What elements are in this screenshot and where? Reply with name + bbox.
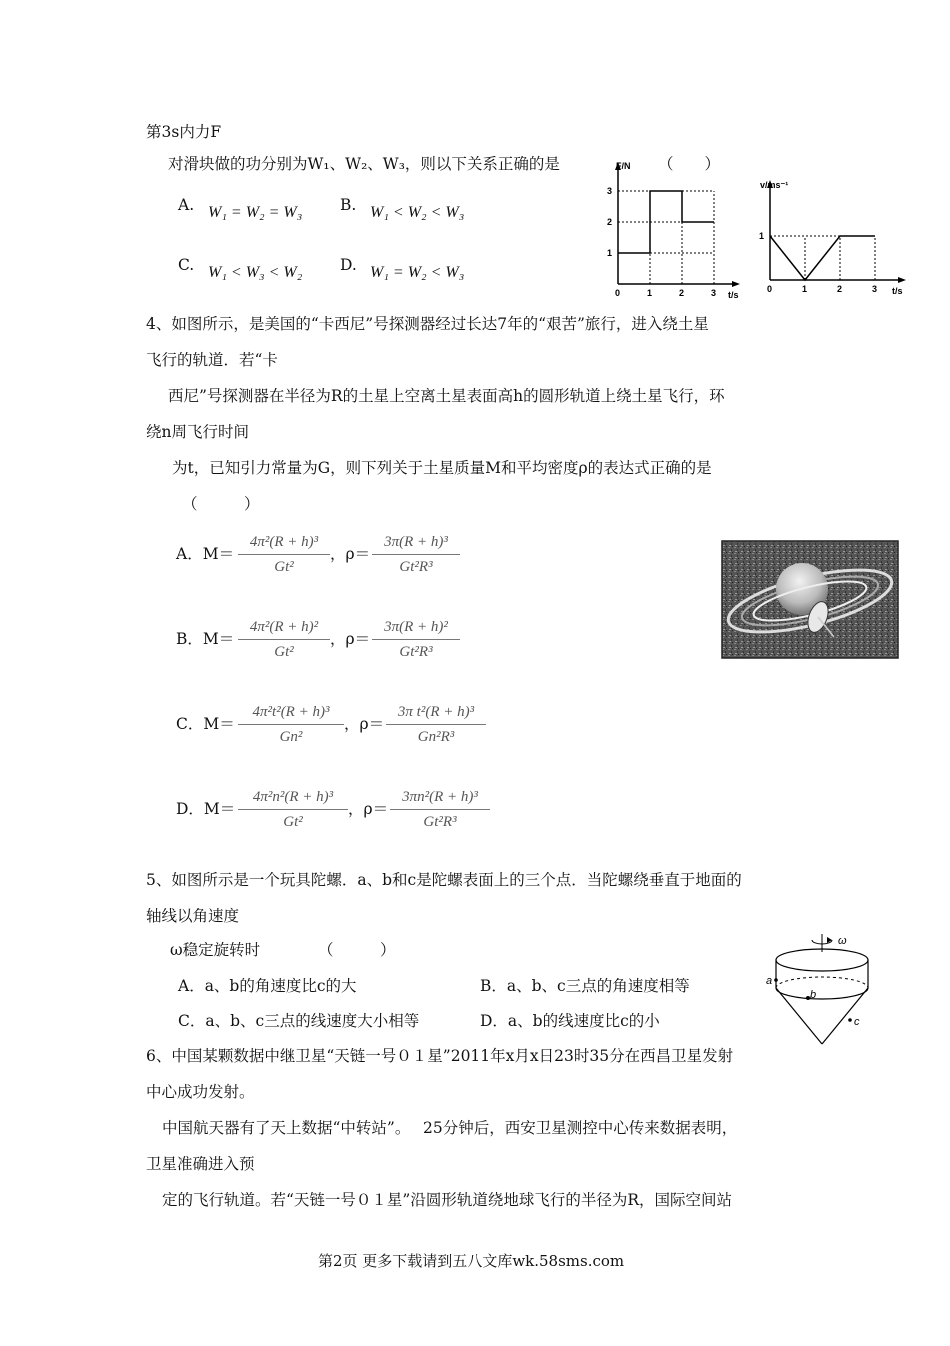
fraction-denominator: Gt²: [283, 814, 303, 830]
q3-option-c: W₁ < W₃ < W₂: [208, 264, 303, 281]
force-y-tick-label: 2: [607, 217, 613, 227]
q5-option-b: B．a、b、c三点的角速度相等: [480, 977, 690, 995]
q4-line1: 4、如图所示，是美国的“卡西尼”号探测器经过长达7年的“艰苦”旅行，进入绕土星: [146, 315, 709, 333]
q6-line4: 卫星准确进入预: [146, 1155, 255, 1173]
point-b-label: b: [810, 989, 817, 1001]
q4-rho-label: ，ρ＝: [330, 630, 371, 648]
page-footer: 第2页 更多下载请到五八文库wk.58sms.com: [318, 1252, 625, 1270]
q3-option-b-label: B.: [340, 196, 357, 214]
q3-option-d: W₁ = W₂ < W₃: [370, 264, 465, 281]
q4-line2: 飞行的轨道．若“卡: [146, 351, 278, 369]
q4-mass-fraction: [238, 534, 330, 576]
q4-density-fraction: [372, 619, 460, 661]
q3-option-c-label: C.: [178, 256, 195, 274]
q5-line3: ω稳定旋转时: [170, 941, 261, 959]
force-x-tick-label: 0: [615, 288, 621, 298]
q4-density-fraction: [390, 789, 490, 831]
q4-line3: 西尼”号探测器在半径为R的土星上空离土星表面高h的圆形轨道上绕土星飞行，环: [168, 387, 725, 405]
q6-line3: 中国航天器有了天上数据“中转站”。 25分钟后，西安卫星测控中心传来数据表明，: [162, 1119, 738, 1137]
q3-option-a-label: A.: [178, 196, 195, 214]
q4-line5: 为t，已知引力常量为G，则下列关于土星质量M和平均密度ρ的表达式正确的是: [172, 459, 712, 477]
q5-option-d: D．a、b的线速度比c的小: [480, 1012, 660, 1030]
fraction-numerator: 4π²(R + h)²: [238, 619, 330, 640]
omega-label: ω: [838, 935, 847, 947]
force-time-graph: [600, 158, 740, 300]
fraction-denominator: Gt²: [274, 644, 294, 660]
fraction-denominator: Gn²: [279, 729, 303, 745]
vel-x-tick-label: 1: [802, 284, 808, 294]
q6-line5: 定的飞行轨道。若“天链一号０１星”沿圆形轨道绕地球飞行的半径为R，国际空间站: [162, 1191, 733, 1209]
q4-paren: （ ）: [182, 495, 260, 513]
q3-option-d-label: D.: [340, 256, 357, 274]
q3-option-b: W₁ < W₂ < W₃: [370, 204, 465, 221]
vel-x-tick-label: 0: [767, 284, 773, 294]
fraction-denominator: Gt²R³: [399, 644, 433, 660]
fraction-numerator: 3πn²(R + h)³: [390, 789, 490, 810]
vel-x-tick-label: 3: [872, 284, 878, 294]
q4-option-label: C．M＝: [176, 715, 235, 733]
point-a-label: a: [766, 975, 773, 987]
force-y-tick-label: 3: [607, 186, 613, 196]
q4-option-label: B．M＝: [176, 630, 235, 648]
velocity-y-label: v/ms⁻¹: [760, 180, 789, 190]
vel-x-tick-label: 2: [837, 284, 843, 294]
vel-y-tick-label: 1: [759, 231, 765, 241]
fraction-numerator: 4π²n²(R + h)³: [238, 789, 348, 810]
q5-line1: 5、如图所示是一个玩具陀螺．a、b和c是陀螺表面上的三个点．当陀螺绕垂直于地面的: [146, 871, 742, 889]
q5-option-c: C．a、b、c三点的线速度大小相等: [178, 1012, 420, 1030]
velocity-series-line: [770, 236, 875, 280]
q4-option-label: A．M＝: [176, 545, 235, 563]
q4-density-fraction: [386, 704, 486, 746]
spinning-top-figure: [762, 928, 932, 1048]
q3-option-a: W₁ = W₂ = W₃: [208, 204, 303, 221]
q4-mass-fraction: [238, 619, 330, 661]
fraction-numerator: 3π(R + h)²: [372, 619, 460, 640]
q4-rho-label: ，ρ＝: [348, 800, 389, 818]
q5-option-a: A．a、b的角速度比c的大: [178, 977, 357, 995]
fraction-numerator: 3π(R + h)³: [372, 534, 460, 555]
q4-density-fraction: [372, 534, 460, 576]
q3-line2: 对滑块做的功分别为W₁、W₂、W₃，则以下关系正确的是: [168, 155, 560, 173]
fraction-denominator: Gn²R³: [417, 729, 455, 745]
fraction-numerator: 4π²(R + h)³: [238, 534, 330, 555]
q6-line2: 中心成功发射。: [146, 1083, 255, 1101]
force-x-tick-label: 2: [679, 288, 685, 298]
force-y-tick-label: 1: [607, 248, 613, 258]
q3-line1: 第3s内力F: [146, 123, 222, 141]
q6-line1: 6、中国某颗数据中继卫星“天链一号０１星”2011年x月x日23时35分在西昌卫星发射: [146, 1047, 734, 1065]
force-x-tick-label: 3: [711, 288, 717, 298]
fraction-numerator: 4π²t²(R + h)³: [238, 704, 344, 725]
fraction-denominator: Gt²R³: [399, 559, 433, 575]
fraction-denominator: Gt²: [274, 559, 294, 575]
q4-rho-label: ，ρ＝: [344, 715, 385, 733]
saturn-cassini-image: [722, 541, 898, 658]
q4-mass-fraction: [238, 704, 344, 746]
q4-rho-label: ，ρ＝: [330, 545, 371, 563]
velocity-time-graph: [752, 176, 912, 296]
force-x-label: t/s: [728, 290, 739, 300]
q4-option-label: D．M＝: [176, 800, 236, 818]
q4-line4: 绕n周飞行时间: [146, 423, 249, 441]
force-y-label: F/N: [616, 161, 631, 171]
q4-mass-fraction: [238, 789, 348, 831]
q5-paren: （ ）: [318, 941, 396, 959]
q5-line2: 轴线以角速度: [146, 907, 240, 925]
point-c-label: c: [854, 1016, 860, 1028]
q3-paren: （ ）: [658, 155, 721, 173]
fraction-denominator: Gt²R³: [423, 814, 457, 830]
force-x-tick-label: 1: [647, 288, 653, 298]
velocity-x-label: t/s: [892, 286, 903, 296]
fraction-numerator: 3π t²(R + h)³: [386, 704, 486, 725]
